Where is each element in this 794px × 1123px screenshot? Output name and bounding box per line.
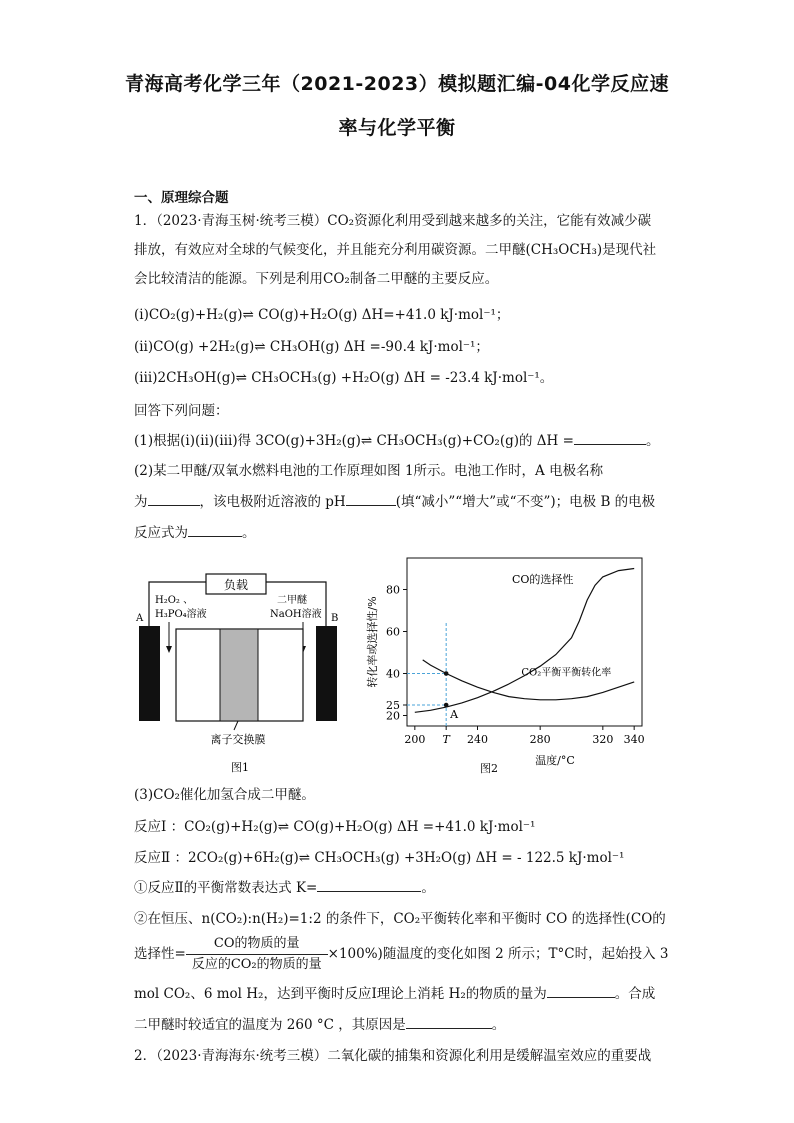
part2-line2: [134, 492, 655, 512]
left-arrow-head: [166, 646, 172, 653]
page-title-line2: 率与化学平衡: [338, 117, 456, 139]
sub1-text: ①反应Ⅱ的平衡常数表达式 K=: [134, 880, 318, 896]
answer-blank[interactable]: [148, 492, 200, 506]
fraction-numerator: CO的物质的量: [186, 934, 328, 955]
reaction-I: 反应Ⅰ ：CO₂(g)+H₂(g)⇌ CO(g)+H₂O(g) ΔH =+41.0 kJ·mol⁻¹: [134, 819, 536, 835]
sub2c-pre: mol CO₂、6 mol H₂，达到平衡时反应Ⅰ理论上消耗 H₂的物质的量为: [134, 986, 547, 1002]
y-tick-label: 20: [386, 709, 400, 723]
sub2-post: ×100%)随温度的变化如图 2 所示；T°C时，起始投入 3: [327, 946, 669, 962]
part2-mid: ，该电极附近溶液的 pH: [199, 494, 346, 510]
x-tick-label: 340: [623, 733, 645, 746]
sub2-line4: [134, 1015, 505, 1035]
series-label-co-selectivity: CO的选择性: [511, 573, 574, 587]
answer-blank[interactable]: [188, 523, 242, 537]
x-axis-label: 温度/°C: [535, 754, 575, 767]
answer-blank[interactable]: [317, 878, 421, 892]
x-tick-label: 280: [529, 733, 551, 746]
electrode-a-label: A: [136, 613, 144, 624]
left-solution-line1: H₂O₂ 、: [155, 595, 194, 606]
sub2-line3: [134, 984, 655, 1004]
sub2d-post: 。: [491, 1017, 506, 1033]
part2-line3: [134, 523, 256, 543]
part2-line1: (2)某二甲醚/双氧水燃料电池的工作原理如图 1所示。电池工作时，A 电极名称: [134, 463, 604, 479]
sub2-line2: [134, 934, 668, 975]
electrode-b-label: B: [331, 613, 339, 624]
fraction-denominator: 反应的CO₂的物质的量: [191, 957, 322, 972]
section-heading: 一、原理综合题: [134, 190, 229, 206]
x-tick-label: 320: [592, 733, 614, 746]
reaction-i: (ⅰ)CO₂(g)+H₂(g)⇌ CO(g)+H₂O(g) ΔH=+41.0 kJ·mol⁻¹；: [134, 307, 510, 323]
left-solution-line2: H₃PO₄溶液: [155, 609, 207, 620]
y-tick-label: 60: [386, 625, 400, 639]
answer-blank[interactable]: [574, 431, 646, 445]
sub2d-pre: 二甲醚时较适宜的温度为 260 °C ，其原因是: [134, 1017, 406, 1033]
sub2c-post: 。合成: [614, 986, 656, 1002]
x-tick-label: 200: [404, 733, 426, 746]
sub1-end: 。: [421, 880, 435, 896]
co-selectivity-line: [415, 569, 634, 713]
figure2-chart: [362, 548, 662, 778]
reaction-ii: (ⅱ)CO(g) +2H₂(g)⇌ CH₃OH(g) ΔH =-90.4 kJ·mol⁻¹；: [134, 339, 489, 355]
x-tick-label: 240: [467, 733, 488, 746]
membrane-pointer: [234, 721, 238, 730]
load-label: 负载: [223, 578, 249, 592]
data-point: [444, 671, 449, 676]
sub2-line1: ②在恒压、n(CO₂):n(H₂)=1:2 的条件下，CO₂平衡转化率和平衡时 CO 的选择性(CO的: [134, 911, 666, 927]
q1-line1: 1．（2023·青海玉树·统考三模）CO₂资源化利用受到越来越多的关注，它能有效减少碳: [134, 213, 652, 229]
answer-blank[interactable]: [346, 492, 396, 506]
sub2-pre: 选择性=: [134, 946, 186, 962]
x-tick-label: T: [442, 733, 450, 746]
page-title-line1: 青海高考化学三年（2021-2023）模拟题汇编-04化学反应速: [125, 73, 669, 95]
series-label-co2-conversion: CO₂平衡平衡转化率: [521, 667, 612, 679]
y-tick-label: 40: [386, 667, 400, 681]
y-axis-label: 转化率或选择性/%: [366, 596, 379, 688]
part1-text: (1)根据(ⅰ)(ⅱ)(ⅲ)得 3CO(g)+3H₂(g)⇌ CH₃OCH₃(g)+CO₂(g)的 ΔH =: [134, 433, 574, 449]
part2c-pre: 反应式为: [134, 525, 188, 541]
figure2-caption: 图2: [480, 762, 498, 775]
y-tick-label: 25: [386, 699, 400, 712]
data-point: [444, 703, 449, 708]
ion-exchange-membrane: [220, 629, 258, 721]
q1-line3: 会比较清洁的能源。下列是利用CO₂制备二甲醚的主要反应。: [134, 271, 499, 287]
reaction-II: 反应Ⅱ ：2CO₂(g)+6H₂(g)⇌ CH₃OCH₃(g) +3H₂O(g) ΔH = - 122.5 kJ·mol⁻¹: [134, 850, 625, 866]
selectivity-fraction: [186, 934, 328, 975]
part2c-post: 。: [242, 525, 256, 541]
answer-blank[interactable]: [406, 1015, 492, 1029]
part1-end: 。: [645, 433, 660, 449]
figure1-fuel-cell: [134, 560, 374, 780]
electrode-b: [316, 626, 337, 721]
q1-line2: 排放，有效应对全球的气候变化，并且能充分利用碳资源。二甲醚(CH₃OCH₃)是现代社: [134, 242, 657, 258]
q2-line1: 2．（2023·青海海东·统考三模）二氧化碳的捕集和资源化利用是缓解温室效应的重要战: [134, 1048, 652, 1064]
reaction-iii: (ⅲ)2CH₃OH(g)⇌ CH₃OCH₃(g) +H₂O(g) ΔH = -23.4 kJ·mol⁻¹。: [134, 370, 554, 386]
part1-line: [134, 431, 659, 451]
right-solution-line1: 二甲醚: [277, 595, 307, 606]
part3-line: (3)CO₂催化加氢合成二甲醚。: [134, 787, 315, 803]
figure1-caption: 图1: [231, 761, 249, 774]
point-a-label: A: [450, 708, 459, 721]
answer-blank[interactable]: [547, 984, 615, 998]
right-solution-line2: NaOH溶液: [270, 609, 322, 620]
sub1-line: [134, 878, 435, 898]
part2-pre: 为: [134, 494, 148, 510]
y-tick-label: 80: [386, 583, 400, 597]
part2-post: (填“减小”“增大”或“不变”)；电极 B 的电极: [395, 494, 656, 510]
co2-conversion-line: [423, 660, 635, 700]
membrane-label: 离子交换膜: [210, 733, 266, 746]
electrode-a: [139, 626, 160, 721]
ask-line: 回答下列问题：: [134, 403, 229, 419]
